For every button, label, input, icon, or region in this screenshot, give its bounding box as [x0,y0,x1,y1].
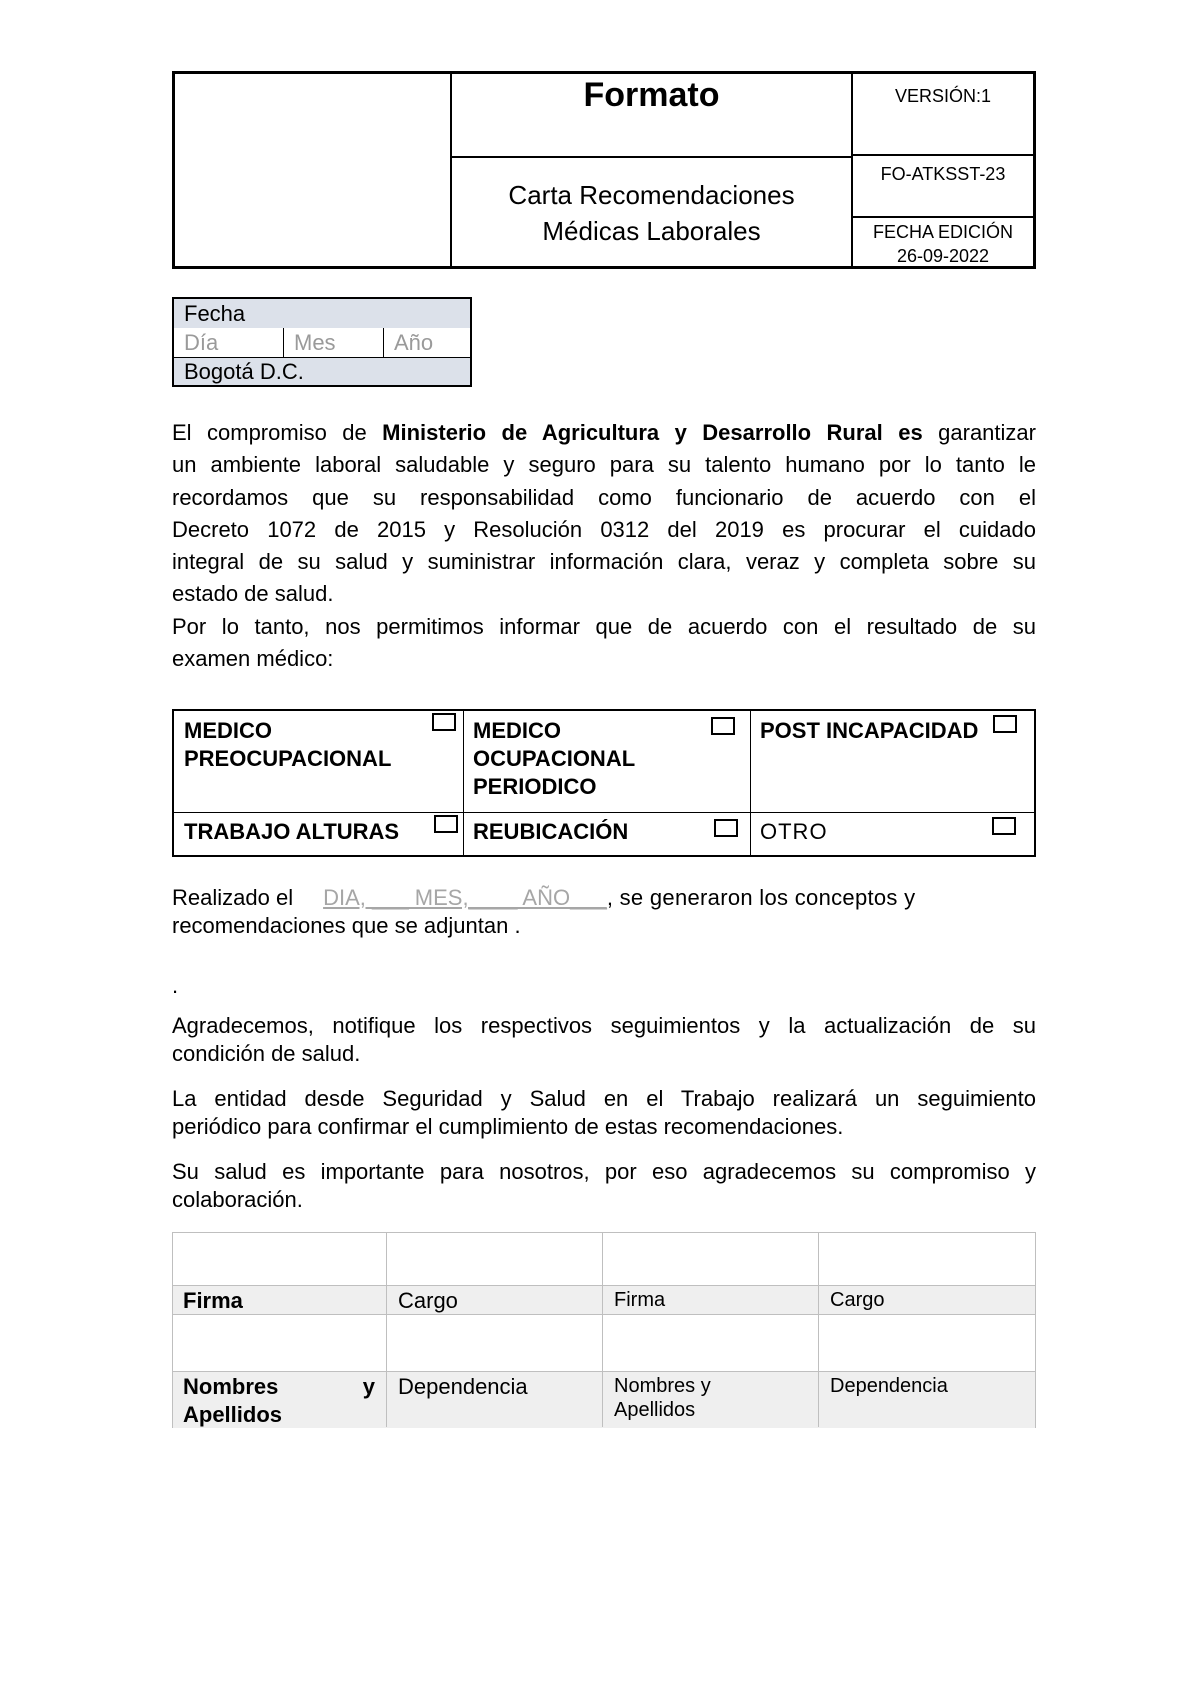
closing-p1-line-2: condición de salud. [172,1041,361,1066]
dependencia-label-1: Dependencia [398,1374,528,1399]
checkbox-preocupacional[interactable] [432,713,456,731]
cargo-label-2: Cargo [830,1289,885,1311]
checkbox-otro[interactable] [992,817,1016,835]
header-title-column [452,74,853,266]
format-cell [452,74,851,158]
closing-paragraph-1 [172,1012,1036,1068]
realizado-paragraph [172,884,1036,940]
exam-preocupacional-label: MEDICO [184,718,272,743]
nombres-label-1: Nombres y Apellidos [183,1374,375,1427]
edition-date-cell [853,220,1033,266]
logo-area [175,74,452,266]
document-code: FO-ATKSST-23 [853,158,1033,218]
month-field[interactable]: Mes [284,328,384,357]
exam-preocupacional-label: PREOCUPACIONAL [184,746,392,771]
year-field[interactable]: Año [394,330,434,355]
intro-paragraph [172,417,1036,675]
exam-ocupacional-cell [463,711,750,812]
edition-label: FECHA EDICIÓN [872,222,1014,242]
intro-line-4: Decreto 1072 de 2015 y Resolución 0312 del 2019 es procurar el cuidado [172,516,1036,542]
intro-line-2: un ambiente laboral saludable y seguro para su talento humano por lo tanto le [172,452,1036,478]
realizado-line-1 [172,884,1036,912]
nombres-label-2: Nombres y Apellidos [614,1375,711,1421]
exam-ocupacional-label: PERIODICO [473,774,597,799]
closing-p2-line-2: periódico para confirmar el cumplimiento de estas recomendaciones. [172,1114,844,1139]
header-meta-column [853,74,1033,266]
closing-p3-line-1: Su salud es importante para nosotros, por eso agradecemos su compromiso y [172,1159,1036,1184]
closing-p1-line-1: Agradecemos, notifique los respectivos seguimientos y la actualización de su [172,1013,1036,1038]
firma-label-1: Firma [183,1288,243,1313]
date-fields-row [174,328,470,358]
intro-line-5: integral de su salud y suministrar información clara, veraz y completa sobre su [172,549,1036,575]
exam-otro-label: OTRO [760,819,828,844]
date-label: Fecha [184,301,246,326]
checkbox-ocupacional-periodico[interactable] [711,717,735,735]
exam-trabajo-alturas-label: TRABAJO ALTURAS [184,819,400,844]
closing-paragraph-2 [172,1085,1036,1141]
intro-line-8: examen médico: [172,646,334,672]
date-header-row [174,299,470,329]
closing-p2-line-1: La entidad desde Seguridad y Salud en el Trabajo realizará un seguimiento [172,1086,1036,1111]
realizado-date-blank[interactable]: DIA, ___ MES,____ AÑO___ [323,885,607,910]
subtitle-line-1: Carta Recomendaciones [508,180,795,210]
closing-p3-line-2: colaboración. [172,1187,303,1212]
exam-reubicacion-cell [463,812,750,855]
exam-ocupacional-label: MEDICO [473,718,561,743]
format-title: Formato [583,76,720,114]
exam-post-incapacidad-cell [750,711,1034,812]
cargo-label-1: Cargo [398,1288,458,1313]
separator-dot: . [172,973,179,998]
exam-post-incapacidad-label: POST INCAPACIDAD [760,718,979,743]
intro-line-6: estado de salud. [172,581,334,607]
city-label: Bogotá D.C. [184,359,304,384]
day-field[interactable]: Día [174,328,284,357]
date-table [172,297,472,387]
intro-line-1: El compromiso de Ministerio de Agricultura y Desarrollo Rural es garantizar [172,420,1036,445]
realizado-prefix: Realizado el [172,885,294,910]
exam-preocupacional-cell [174,711,463,812]
closing-paragraph-3 [172,1158,1036,1214]
dependencia-label-2: Dependencia [830,1375,948,1397]
version-cell: VERSIÓN:1 [853,74,1033,156]
document-header-table [172,71,1036,269]
subtitle-line-2: Médicas Laborales [542,216,761,246]
exam-ocupacional-label: OCUPACIONAL [473,746,636,771]
city-row [174,357,470,386]
firma-label-2: Firma [614,1289,666,1311]
exam-type-table [172,709,1036,857]
document-subtitle [452,177,851,249]
signature-table [172,1232,1036,1428]
intro-line-3: recordamos que su responsabilidad como funcionario de acuerdo con el [172,484,1036,510]
checkbox-reubicacion[interactable] [714,819,738,837]
realizado-line-2: recomendaciones que se adjuntan . [172,913,521,938]
edition-date: 26-09-2022 [896,246,990,266]
checkbox-post-incapacidad[interactable] [993,715,1017,733]
exam-reubicacion-label: REUBICACIÓN [473,819,629,844]
checkbox-trabajo-alturas[interactable] [434,815,458,833]
realizado-suffix: , se generaron los conceptos y [606,885,916,910]
intro-line-7: Por lo tanto, nos permitimos informar que de acuerdo con el resultado de su [172,613,1036,639]
exam-trabajo-alturas-cell [174,812,463,855]
